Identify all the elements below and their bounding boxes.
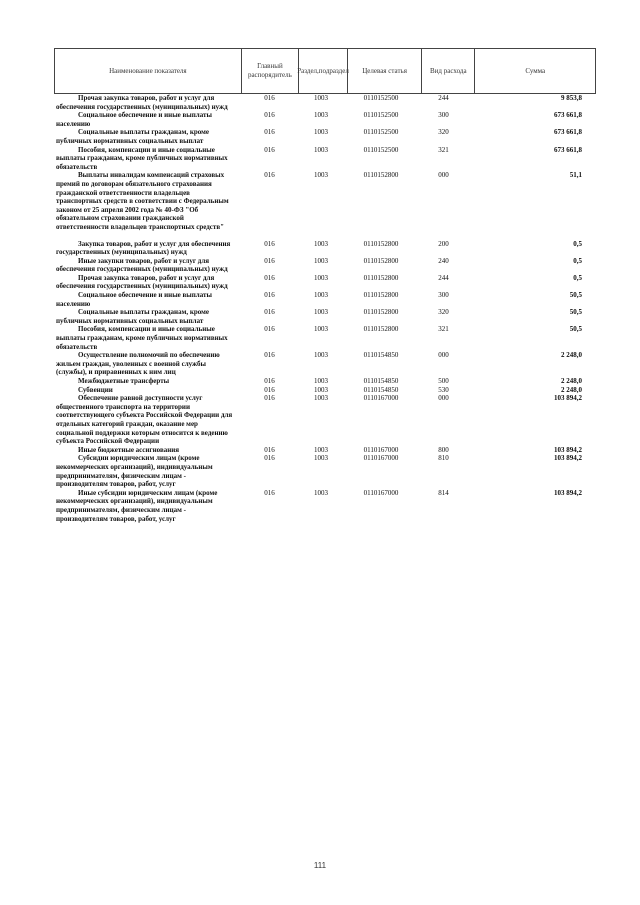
cell-sum: 103 894,2 [554,488,582,497]
cell-target: 0110152800 [363,171,399,180]
cell-target: 0110167000 [363,454,399,463]
cell-name: Социальное обеспечение и иные выплаты населению [56,111,212,128]
table-row [55,94,596,111]
header-sum: Сумма [474,48,596,94]
cell-section: 1003 [314,325,328,334]
cell-admin: 016 [264,128,275,137]
cell-type: 321 [438,325,449,334]
header-admin: Главный распорядитель [241,48,299,94]
cell-admin: 016 [264,94,275,102]
table-row [55,489,596,523]
cell-section: 1003 [314,291,328,300]
cell-target: 0110152800 [363,325,399,334]
header-section: Раздел,подраздел [298,48,348,94]
cell-type: 300 [438,111,449,120]
table-row [55,325,596,351]
cell-type: 000 [438,171,449,180]
cell-type: 240 [438,256,449,265]
cell-name: Иные субсидии юридическим лицам (кроме некоммерческих организаций), индивидуальным предпринимателям, физическим лицам - производителям товаров, работ, услуг [56,488,218,523]
cell-sum: 50,5 [569,325,582,334]
cell-target: 0110152800 [363,239,399,248]
table-row [55,111,596,128]
cell-type: 500 [438,377,449,385]
header-name: Наименование показателя [54,48,242,94]
cell-name: Прочая закупка товаров, работ и услуг для обеспечения государственных (муниципальных) нужд [56,273,228,291]
cell-section: 1003 [314,385,328,394]
cell-section: 1003 [314,256,328,265]
table-row [55,291,596,308]
cell-section: 1003 [314,171,328,180]
table-row [55,146,596,172]
cell-section: 1003 [314,445,328,454]
cell-name: Выплаты инвалидам компенсаций страховых премий по договорам обязательного страхования гражданской ответственности владельцев транспортных средств в соответствии с Федеральным законом от 25 апреля 2002 года № 40-ФЗ "Об обязательном страховании гражданской ответственности владельцев транспортных средств" [56,171,229,231]
cell-target: 0110154850 [363,351,399,360]
cell-admin: 016 [264,454,275,463]
cell-target: 0110154850 [363,385,399,394]
cell-target: 0110152800 [363,291,399,300]
cell-admin: 016 [264,385,275,394]
table-row [55,171,596,231]
table-row [55,308,596,325]
cell-sum: 50,5 [569,291,582,300]
cell-type: 530 [438,385,449,394]
cell-sum: 103 894,2 [554,445,582,454]
cell-name: Закупка товаров, работ и услуг для обеспечения государственных (муниципальных) нужд [56,239,231,257]
cell-target: 0110152500 [363,111,399,120]
cell-name: Осуществление полномочий по обеспечению жильем граждан, уволенных с военной службы (службы), и приравненных к ним лиц [56,351,220,377]
cell-admin: 016 [264,291,275,300]
cell-section: 1003 [314,351,328,360]
cell-target: 0110167000 [363,488,399,497]
table-row [55,274,596,291]
cell-admin: 016 [264,273,275,282]
budget-table [55,48,596,523]
page-number: 111 [313,861,327,870]
cell-name: Пособия, компенсации и иные социальные выплаты гражданам, кроме публичных нормативных обязательств [56,145,228,171]
cell-sum: 103 894,2 [554,454,582,463]
table-header [55,48,596,94]
cell-target: 0110152500 [363,94,399,102]
cell-section: 1003 [314,239,328,248]
cell-target: 0110152800 [363,308,399,317]
cell-sum: 2 248,0 [561,351,582,360]
cell-admin: 016 [264,488,275,497]
cell-type: 810 [438,454,449,463]
cell-admin: 016 [264,308,275,317]
cell-admin: 016 [264,445,275,454]
cell-target: 0110152500 [363,128,399,137]
cell-sum: 0,5 [573,256,582,265]
cell-section: 1003 [314,394,328,403]
table-row [55,386,596,395]
cell-type: 321 [438,145,449,154]
cell-admin: 016 [264,145,275,154]
cell-name: Межбюджетные трансферты [78,377,170,385]
cell-type: 320 [438,128,449,137]
cell-admin: 016 [264,171,275,180]
cell-sum: 673 661,8 [554,128,582,137]
table-row [55,240,596,257]
cell-type: 320 [438,308,449,317]
cell-type: 200 [438,239,449,248]
cell-name: Социальные выплаты гражданам, кроме публичных нормативных социальных выплат [56,128,210,145]
cell-type: 000 [438,394,449,403]
cell-sum: 0,5 [573,239,582,248]
header-target: Целевая статья [347,48,422,94]
cell-type: 000 [438,351,449,360]
cell-section: 1003 [314,94,328,102]
cell-target: 0110152800 [363,273,399,282]
cell-admin: 016 [264,325,275,334]
cell-type: 300 [438,291,449,300]
cell-admin: 016 [264,256,275,265]
cell-name: Социальное обеспечение и иные выплаты населению [56,291,212,308]
cell-sum: 103 894,2 [554,394,582,403]
cell-section: 1003 [314,145,328,154]
cell-type: 814 [438,488,449,497]
cell-admin: 016 [264,377,275,385]
cell-sum: 2 248,0 [561,385,582,394]
cell-sum: 50,5 [569,308,582,317]
cell-sum: 673 661,8 [554,111,582,120]
cell-sum: 2 248,0 [561,377,582,385]
table-body [55,94,596,523]
cell-target: 0110167000 [363,445,399,454]
header-type: Вид расхода [421,48,475,94]
table-row [55,394,596,446]
cell-sum: 9 853,8 [561,94,582,102]
cell-section: 1003 [314,454,328,463]
table-row [55,454,596,488]
cell-section: 1003 [314,128,328,137]
cell-section: 1003 [314,377,328,385]
cell-type: 244 [438,94,449,102]
cell-name: Иные бюджетные ассигнования [78,445,180,454]
cell-section: 1003 [314,111,328,120]
cell-name: Субсидии юридическим лицам (кроме некоммерческих организаций), индивидуальным предпринимателям, физическим лицам - производителям товаров, работ, услуг [56,454,213,489]
cell-name: Субвенции [78,385,113,394]
cell-target: 0110152800 [363,256,399,265]
cell-admin: 016 [264,239,275,248]
cell-type: 800 [438,445,449,454]
table-row [55,128,596,145]
cell-name: Социальные выплаты гражданам, кроме публичных нормативных социальных выплат [56,308,210,325]
row-spacer [55,232,596,240]
cell-target: 0110154850 [363,377,399,385]
cell-target: 0110167000 [363,394,399,403]
table-row [55,351,596,377]
cell-name: Прочая закупка товаров, работ и услуг для обеспечения государственных (муниципальных) нужд [56,94,228,111]
cell-section: 1003 [314,273,328,282]
table-row [55,257,596,274]
cell-name: Пособия, компенсации и иные социальные выплаты гражданам, кроме публичных нормативных обязательств [56,325,228,351]
cell-admin: 016 [264,394,275,403]
cell-type: 244 [438,273,449,282]
cell-section: 1003 [314,488,328,497]
cell-sum: 673 661,8 [554,145,582,154]
cell-sum: 51,1 [569,171,582,180]
cell-name: Иные закупки товаров, работ и услуг для обеспечения государственных (муниципальных) нужд [56,256,228,274]
cell-sum: 0,5 [573,273,582,282]
cell-name: Обеспечение равной доступности услуг общественного транспорта на территории соответствующего субъекта Российской Федерации для отдельных категорий граждан, оказание мер социальной поддержки которым относится к ведению субъекта Российской Федерации [56,394,233,446]
cell-admin: 016 [264,351,275,360]
table-row [55,446,596,455]
cell-admin: 016 [264,111,275,120]
cell-section: 1003 [314,308,328,317]
cell-target: 0110152500 [363,145,399,154]
table-row [55,377,596,386]
